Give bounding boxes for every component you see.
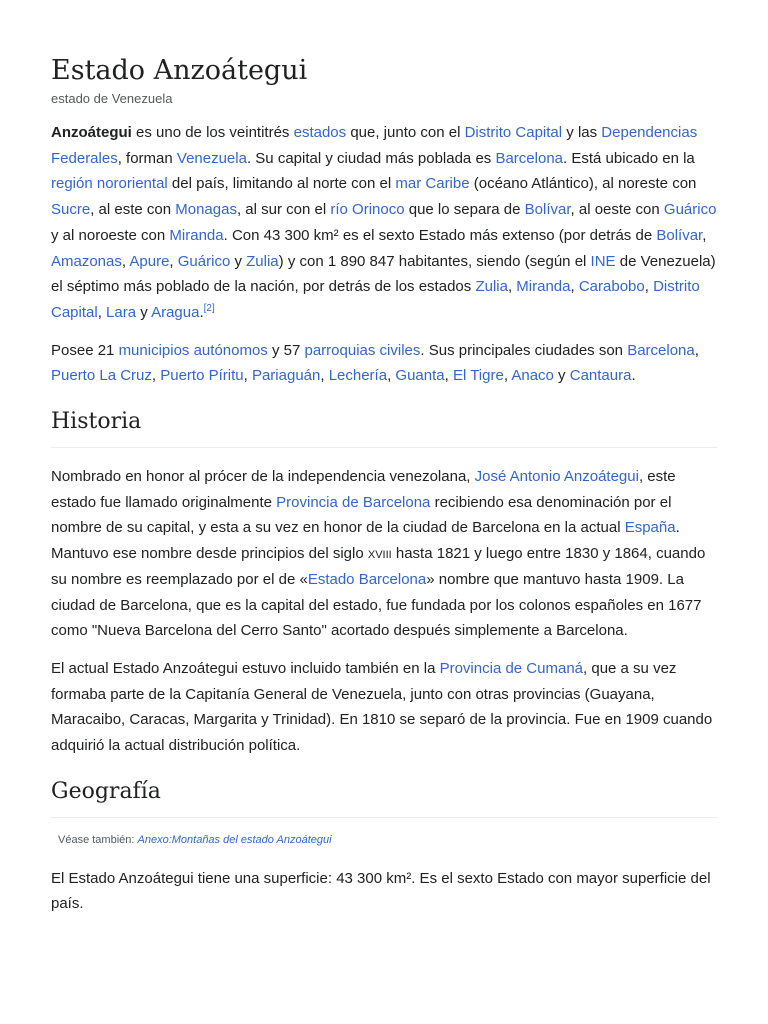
century-numeral: xviii [367,545,392,563]
link-venezuela[interactable]: Venezuela [176,149,247,167]
intro-paragraph-2: Posee 21 municipios autónomos y 57 parroquias civiles. Sus principales ciudades son Barcelona, Puerto La Cruz, Puerto Píritu, Pariaguán, Lechería, Guanta, El Tigre, Anaco y Cantaura. [51,341,699,385]
link-estados[interactable]: estados [293,124,347,141]
section-heading-geografia: Geografía [51,771,718,818]
link-zulia-2[interactable]: Zulia [475,278,508,296]
link-municipios-autonomos[interactable]: municipios autónomos [118,341,268,359]
link-puerto-piritu[interactable]: Puerto Píritu [160,367,244,385]
link-guanta[interactable]: Guanta [395,367,445,385]
link-barcelona[interactable]: Barcelona [495,149,563,167]
link-dependencias-federales[interactable]: Dependencias Federales [51,124,698,167]
link-barcelona-city[interactable]: Barcelona [627,341,695,359]
link-anaco[interactable]: Anaco [511,367,554,385]
link-el-tigre[interactable]: El Tigre [452,367,504,385]
link-amazonas[interactable]: Amazonas [51,252,122,270]
link-lecheria[interactable]: Lechería [328,367,388,385]
link-distrito-capital[interactable]: Distrito Capital [464,124,563,141]
link-distrito-capital-2[interactable]: Distrito Capital [51,278,700,321]
link-rio-orinoco[interactable]: río Orinoco [330,201,405,219]
link-estado-barcelona[interactable]: Estado Barcelona [307,570,427,588]
hatnote: Véase también: Anexo:Montañas del estado Anzoátegui [58,833,332,846]
link-espana[interactable]: España [624,519,676,537]
historia-paragraph-2: El actual Estado Anzoátegui estuvo incluido también en la Provincia de Cumaná, que a su vez formaba parte de la Capitanía General de Venezuela, junto con otras provincias (Guayana, Maracaibo, Caracas, Margarita y Trinidad). En 1810 se separó de la provincia. Fue en 1909 cuando adquirió la actual distribución política. [51,659,713,755]
link-miranda[interactable]: Miranda [169,226,224,244]
intro-paragraph-1: Anzoátegui es uno de los veintitrés estados que, junto con el Distrito Capital y las Dependencias Federales, forman Venezuela. Su capital y ciudad más poblada es Barcelona. Está ubicado en la región nororiental del país, limitando al norte con el mar Caribe (océano Atlántico), al noreste con Sucre, al este con Monagas, al sur con el río Orinoco que lo separa de Bolívar, al oeste con Guárico y al noroeste con Miranda. Con 43 300 km² es el sexto Estado más extenso (por detrás de Bolívar, Amazonas, Apure, Guárico y Zulia) y con 1 890 847 habitantes, siendo (según el INE de Venezuela) el séptimo más poblado de la nación, por detrás de los estados Zulia, Miranda, Carabobo, Distrito Capital, Lara y Aragua.[2] [51,124,717,321]
link-parroquias-civiles[interactable]: parroquias civiles [304,341,421,359]
link-jose-antonio-anzoategui[interactable]: José Antonio Anzoátegui [474,468,639,486]
link-bolivar-2[interactable]: Bolívar [656,226,703,244]
page-subtitle: estado de Venezuela [51,91,173,106]
link-puerto-la-cruz[interactable]: Puerto La Cruz [51,367,152,385]
link-provincia-de-cumana[interactable]: Provincia de Cumaná [439,659,584,677]
link-pariaguan[interactable]: Pariaguán [251,367,321,385]
link-aragua[interactable]: Aragua [151,303,200,321]
link-mar-caribe[interactable]: mar Caribe [395,175,470,193]
page-title: Estado Anzoátegui [51,55,308,86]
historia-paragraph-1: Nombrado en honor al prócer de la independencia venezolana, José Antonio Anzoátegui, este estado fue llamado originalmente Provincia de Barcelona recibiendo esa denominación por el nombre de su capital, y esta a su vez en honor de la ciudad de Barcelona en la actual España. Mantuvo ese nombre desde principios del siglo xviii hasta 1821 y luego entre 1830 y 1864, cuando su nombre es reemplazado por el de «Estado Barcelona» nombre que mantuvo hasta 1909. La ciudad de Barcelona, que es la capital del estado, fue fundada por los colonos españoles en 1677 como "Nueva Barcelona del Cerro Santo" acortado después simplemente a Barcelona. [51,468,706,640]
link-cantaura[interactable]: Cantaura [569,367,632,385]
section-heading-historia: Historia [51,401,718,448]
geografia-paragraph-1: El Estado Anzoátegui tiene una superficie: 43 300 km². Es el sexto Estado con mayor superficie del país. [51,869,711,913]
link-sucre[interactable]: Sucre [51,201,91,219]
link-apure[interactable]: Apure [129,252,170,270]
link-provincia-de-barcelona[interactable]: Provincia de Barcelona [276,493,431,511]
link-ine[interactable]: INE [590,252,616,270]
link-bolivar[interactable]: Bolívar [524,201,571,219]
bold-term: Anzoátegui [51,124,132,141]
link-monagas[interactable]: Monagas [175,201,237,219]
link-carabobo[interactable]: Carabobo [578,278,645,296]
link-guarico-2[interactable]: Guárico [177,252,231,270]
link-lara[interactable]: Lara [106,303,137,321]
link-region-nororiental[interactable]: región nororiental [51,175,168,193]
link-guarico[interactable]: Guárico [663,201,717,219]
link-anexo-montanas[interactable]: Anexo:Montañas del estado Anzoátegui [137,833,332,846]
reference-2 [204,303,215,314]
reference-link[interactable]: [2] [203,302,215,314]
link-zulia[interactable]: Zulia [246,252,279,270]
link-miranda-2[interactable]: Miranda [516,278,571,296]
